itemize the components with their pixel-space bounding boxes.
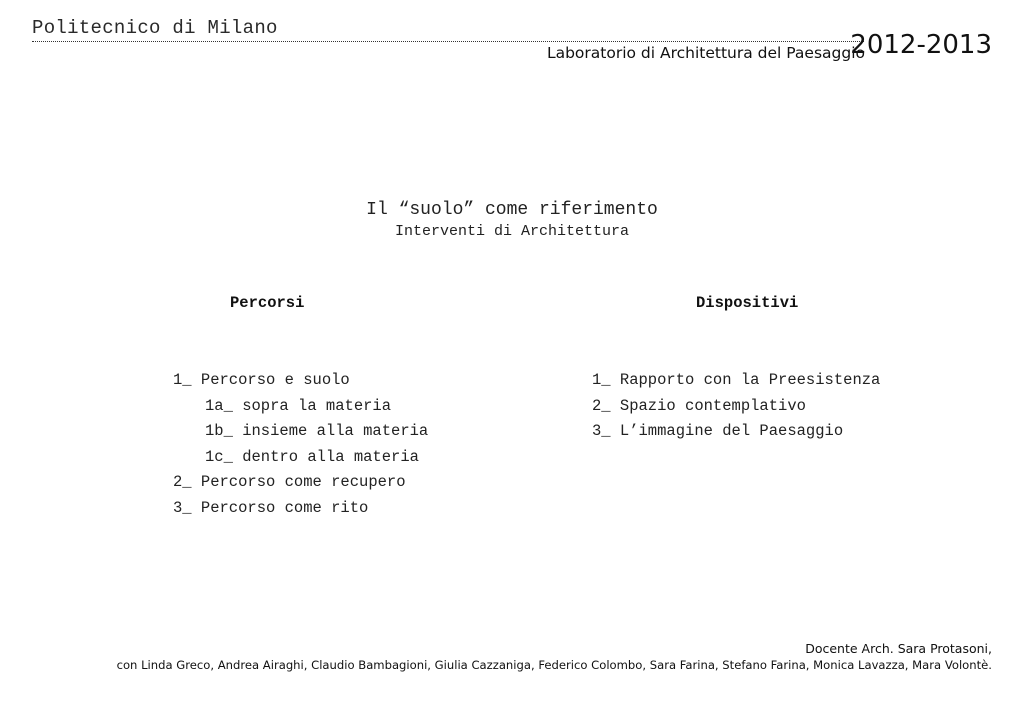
academic-year: 2012-2013	[850, 30, 992, 60]
list-item: 3_ Percorso come rito	[173, 498, 369, 517]
list-subitem: 1c_ dentro alla materia	[205, 447, 419, 466]
list-subitem: 1b_ insieme alla materia	[205, 422, 429, 441]
list-item: 2_ Spazio contemplativo	[592, 396, 806, 415]
page-title: Il “suolo” come riferimento	[366, 200, 658, 220]
header-dotted-rule	[32, 41, 864, 42]
collaborators-credit: con Linda Greco, Andrea Airaghi, Claudio Bambagioni, Giulia Cazzaniga, Federico Colombo, Sara Farina, Stefano Farina, Monica Lavazza, Mara Volontè.	[116, 658, 992, 672]
list-item: 2_ Percorso come recupero	[173, 473, 406, 492]
percorsi-heading: Percorsi	[230, 294, 305, 312]
teacher-credit: Docente Arch. Sara Protasoni,	[805, 641, 992, 656]
dispositivi-list	[592, 368, 880, 445]
page-subtitle: Interventi di Architettura	[394, 223, 630, 240]
percorsi-list	[173, 368, 428, 522]
course-title: Laboratorio di Architettura del Paesaggio	[546, 44, 865, 62]
list-item: 1_ Percorso e suolo	[173, 371, 350, 389]
list-item: 1_ Rapporto con la Preesistenza	[592, 371, 881, 389]
list-item: 3_ L’immagine del Paesaggio	[592, 422, 844, 441]
dispositivi-heading: Dispositivi	[696, 294, 799, 312]
list-subitem: 1a_ sopra la materia	[205, 396, 392, 415]
institution-name: Politecnico di Milano	[32, 17, 278, 39]
